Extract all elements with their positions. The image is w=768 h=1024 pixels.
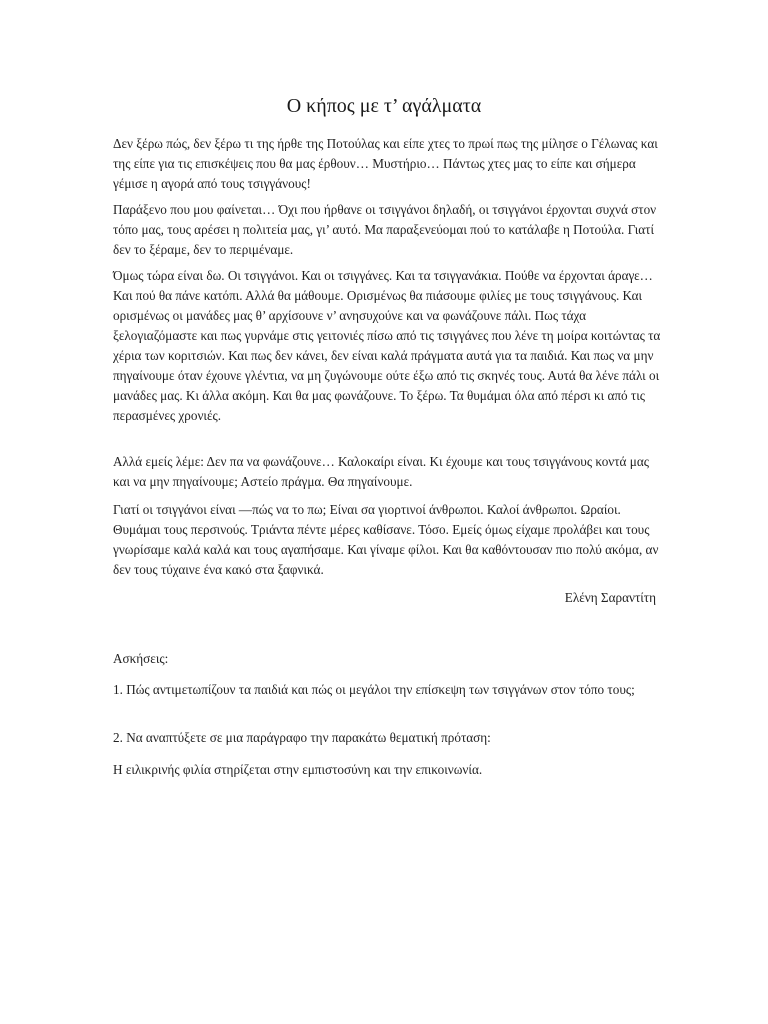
paragraph-4: Αλλά εμείς λέμε: Δεν πα να φωνάζουνε… Καλοκαίρι είναι. Κι έχουμε και τους τσιγγάνους κοντά μας και να μην πηγαίνουμε; Αστείο πράγμα. Θα πηγαίνουμε. (113, 454, 649, 489)
exercises-heading: Ασκήσεις: (113, 651, 169, 666)
author-name: Ελένη Σαραντίτη (564, 590, 656, 605)
exercise-item-2: 2. Να αναπτύξετε σε μια παράγραφο την παρακάτω θεματική πρόταση: (113, 730, 491, 745)
exercise-thematic-sentence: Η ειλικρινής φιλία στηρίζεται στην εμπιστοσύνη και την επικοινωνία. (113, 762, 483, 777)
document-title: Ο κήπος με τ’ αγάλματα (286, 95, 482, 117)
paragraph-3: Όμως τώρα είναι δω. Οι τσιγγάνοι. Και οι τσιγγάνες. Και τα τσιγγανάκια. Πούθε να έρχονται άραγε… Και πού θα πάνε κατόπι. Αλλά θα μάθουμε. Ορισμένως θα πιάσουμε φιλίες με τους τσιγγάνους. Και ορισμένως οι μανάδες μας θ’ αρχίσουνε ν’ ανησυχούνε και να φωνάζουνε πάλι. Πως τάχα ξελογιαζόμαστε και πως γυρνάμε στις γειτονιές πίσω από τις τσιγγάνες που λένε τη μοίρα κοιτώντας τα χέρια των κοριτσιών. Και πως δεν κάνει, δεν είναι καλά πράγματα αυτά για τα παιδιά. Και πως να μην πηγαίνουμε όταν έχουνε γλέντια, να μη ζυγώνουμε ούτε έξω από τις σκηνές τους. Αυτά θα λένε πάλι οι μανάδες μας. Κι άλλα ακόμη. Και θα μας φωνάζουνε. Το ξέρω. Τα θυμάμαι όλα από πέρσι κι από τις περασμένες χρονιές. (113, 268, 661, 423)
paragraph-5: Γιατί οι τσιγγάνοι είναι —πώς να το πω; Είναι σα γιορτινοί άνθρωποι. Καλοί άνθρωποι. Ωραίοι. Θυμάμαι τους περσινούς. Τριάντα πέντε μέρες καθίσανε. Τόσο. Εμείς όμως είχαμε προλάβει και τους γνωρίσαμε καλά καλά και τους αγαπήσαμε. Και γίναμε φίλοι. Και θα καθόντουσαν πιο πολύ ακόμα, αν δεν τους τύχαινε ένα κακό στα ξαφνικά. (113, 502, 659, 577)
paragraph-2: Παράξενο που μου φαίνεται… Όχι που ήρθανε οι τσιγγάνοι δηλαδή, οι τσιγγάνοι έρχονται συχνά στον τόπο μας, τους αρέσει η πολιτεία μας, γι’ αυτό. Μα παραξενεύομαι πού το κατάλαβε η Ποτούλα. Γιατί δεν το ξέραμε, δεν το περιμέναμε. (113, 202, 657, 257)
exercise-item-1: 1. Πώς αντιμετωπίζουν τα παιδιά και πώς οι μεγάλοι την επίσκεψη των τσιγγάνων στον τόπο τους; (113, 682, 635, 697)
paragraph-1: Δεν ξέρω πώς, δεν ξέρω τι της ήρθε της Ποτούλας και είπε χτες το πρωί πως της μίλησε ο Γέλωνας και της είπε για τις επισκέψεις που θα μας έρθουν… Μυστήριο… Πάντως χτες μας το είπε και σήμερα γέμισε η αγορά από τους τσιγγάνους! (113, 136, 658, 191)
